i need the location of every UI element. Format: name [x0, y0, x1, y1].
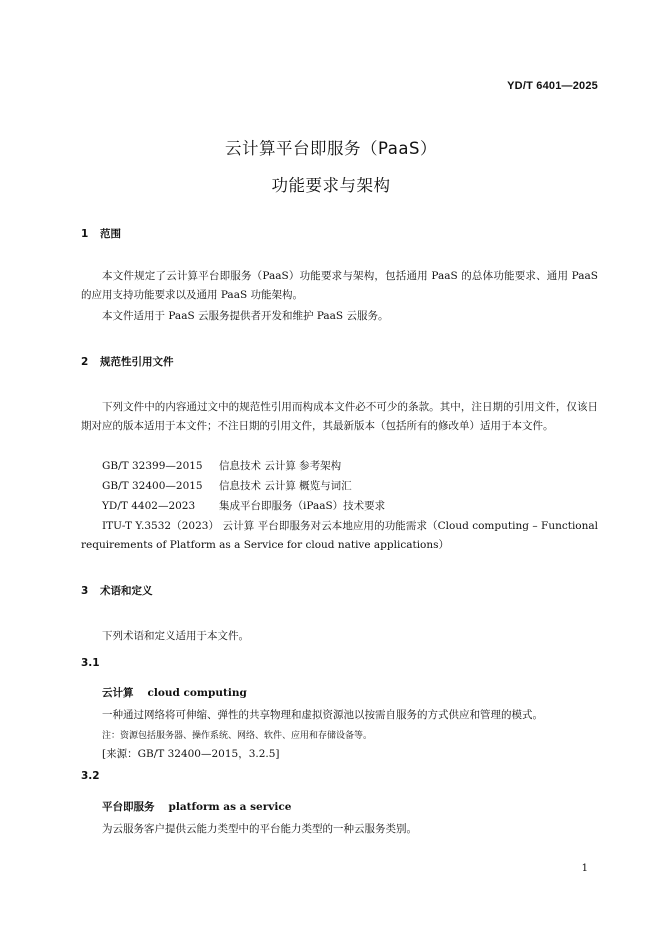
- reference-title: 信息技术 云计算 参考架构: [219, 460, 342, 472]
- page-number: 1: [581, 863, 588, 874]
- section-1-title: 范围: [100, 228, 121, 240]
- term-definition: 为云服务客户提供云能力类型中的平台能力类型的一种云服务类别。: [102, 823, 417, 835]
- standard-number: YD/T 6401—2025: [507, 80, 598, 92]
- section-1-heading: [81, 226, 121, 241]
- section-2-heading: [81, 354, 174, 369]
- reference-row: [102, 497, 385, 516]
- term-chinese: 平台即服务: [102, 801, 155, 813]
- reference-itu: ITU-T Y.3532（2023） 云计算 平台即服务对云本地应用的功能需求（Cloud computing – Functional requirements of Platform as a Service for cloud native applications）: [81, 520, 598, 551]
- section-1-number: 1: [81, 228, 89, 240]
- reference-code: GB/T 32399—2015: [102, 460, 203, 472]
- reference-title: 信息技术 云计算 概览与词汇: [219, 480, 352, 492]
- term-source: [来源：GB/T 32400—2015，3.2.5]: [102, 748, 280, 760]
- section-3-title: 术语和定义: [100, 585, 153, 597]
- term-platform-as-a-service: [102, 799, 291, 814]
- document-title-line2: 功能要求与架构: [271, 176, 391, 195]
- term-english: cloud computing: [147, 687, 247, 699]
- term-note: 注：资源包括服务器、操作系统、网络、软件、应用和存储设备等。: [102, 731, 373, 741]
- section-2-title: 规范性引用文件: [100, 356, 174, 368]
- clause-3-1-number: 3.1: [81, 657, 100, 669]
- reference-code: YD/T 4402—2023: [102, 500, 196, 512]
- reference-code: GB/T 32400—2015: [102, 480, 203, 492]
- section-1-paragraph-2: 本文件适用于 PaaS 云服务提供者开发和维护 PaaS 云服务。: [102, 310, 389, 322]
- reference-row: [102, 457, 341, 476]
- document-title-line1: 云计算平台即服务（PaaS）: [225, 139, 437, 158]
- term-cloud-computing: [102, 685, 247, 700]
- reference-row: [102, 477, 352, 496]
- section-3-number: 3: [81, 585, 89, 597]
- section-3-paragraph-1: 下列术语和定义适用于本文件。: [102, 630, 249, 642]
- section-1-paragraph-1: 本文件规定了云计算平台即服务（PaaS）功能要求与架构，包括通用 PaaS 的总体功能要求、通用 PaaS 的应用支持功能要求以及通用 PaaS 功能架构。: [81, 270, 598, 301]
- term-chinese: 云计算: [102, 687, 134, 699]
- clause-3-2-number: 3.2: [81, 770, 100, 782]
- section-2-number: 2: [81, 356, 89, 368]
- term-english: platform as a service: [168, 801, 292, 813]
- section-3-heading: [81, 583, 153, 598]
- term-definition: 一种通过网络将可伸缩、弹性的共享物理和虚拟资源池以按需自服务的方式供应和管理的模式。: [102, 709, 543, 721]
- reference-title: 集成平台即服务（iPaaS）技术要求: [219, 500, 386, 512]
- section-2-paragraph-1: 下列文件中的内容通过文中的规范性引用而构成本文件必不可少的条款。其中，注日期的引用文件，仅该日期对应的版本适用于本文件；不注日期的引用文件，其最新版本（包括所有的修改单）适用于本文件。: [81, 401, 598, 432]
